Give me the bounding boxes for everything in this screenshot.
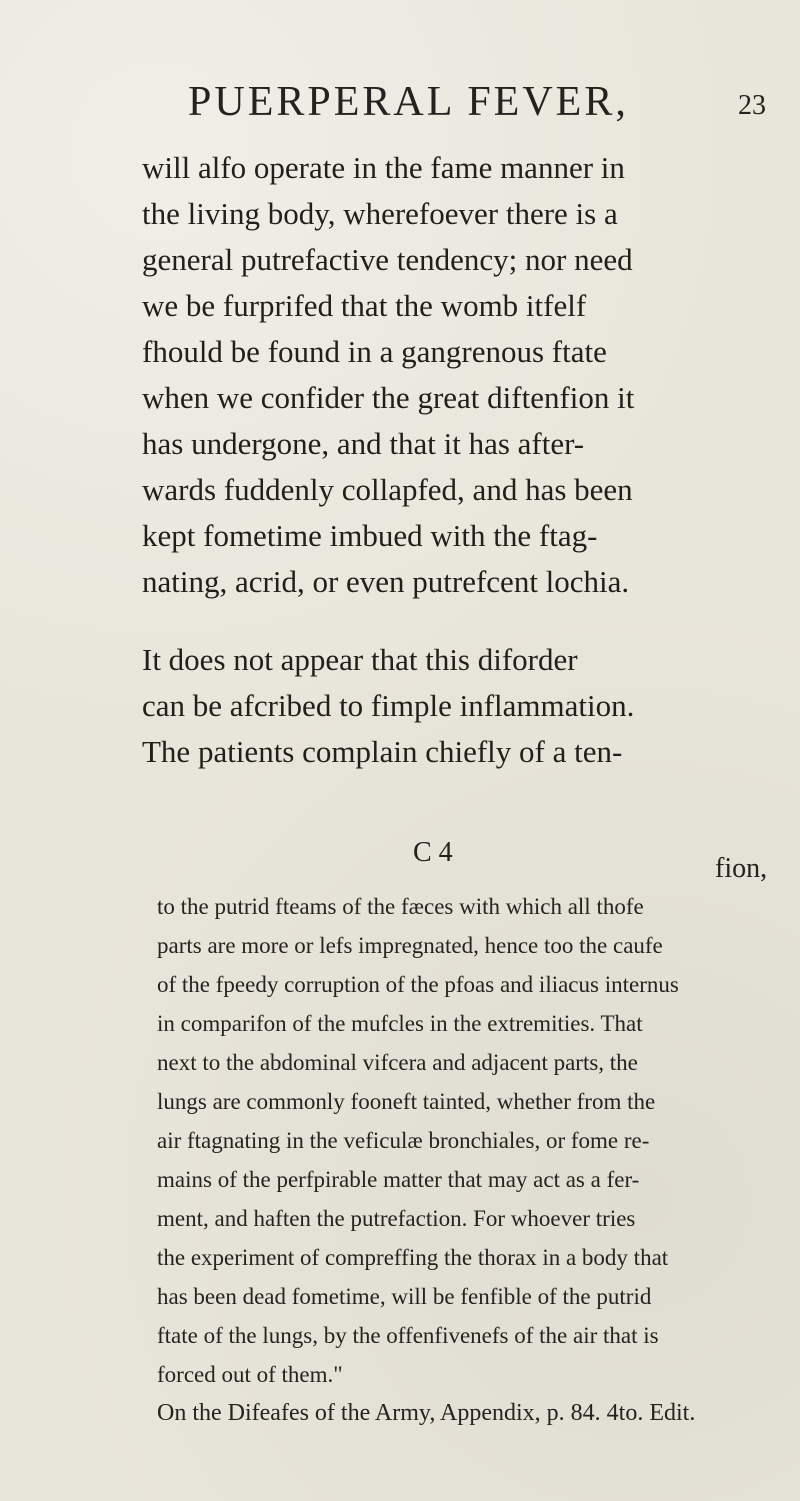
text-line: wards fuddenly collapfed, and has been xyxy=(142,472,633,507)
footnote-line: of the fpeedy corruption of the pfoas and iliacus internus xyxy=(157,972,679,997)
chapter-title: PUERPERAL FEVER, xyxy=(188,79,629,125)
footnote-line: the experiment of compreffing the thorax in a body that xyxy=(157,1245,669,1270)
footnote-line: mains of the perfpirable matter that may act as a fer- xyxy=(157,1167,640,1192)
signature-mark: C 4 xyxy=(413,837,453,868)
running-head xyxy=(0,78,800,128)
footnote-line: parts are more or lefs impregnated, hence too the caufe xyxy=(157,933,663,958)
text-line: The patients complain chiefly of a ten- xyxy=(142,734,623,769)
text-line: has undergone, and that it has after- xyxy=(142,426,585,461)
text-line: general putrefactive tendency; nor need xyxy=(142,242,633,277)
text-line: we be furprifed that the womb itfelf xyxy=(142,288,587,323)
footnote-line: ment, and haften the putrefaction. For whoever tries xyxy=(157,1206,636,1231)
text-line: when we confider the great diftenfion it xyxy=(142,380,635,415)
footnote-line: air ftagnating in the veficulæ bronchiales, or fome re- xyxy=(157,1128,650,1153)
footnote-line: has been dead fometime, will be fenfible of the putrid xyxy=(157,1284,652,1309)
footnote-line: in comparifon of the mufcles in the extremities. That xyxy=(157,1011,643,1036)
paragraph-1 xyxy=(142,145,757,605)
catchword: fion, xyxy=(715,853,768,884)
paragraph-2 xyxy=(142,637,757,775)
text-line: It does not appear that this diforder xyxy=(142,642,578,677)
text-line: fhould be found in a gangrenous ftate xyxy=(142,334,607,369)
page-number: 23 xyxy=(738,90,766,121)
footnote-line: forced out of them." xyxy=(157,1362,343,1387)
footnote-line: next to the abdominal vifcera and adjacent parts, the xyxy=(157,1050,638,1075)
footnote xyxy=(157,887,762,1433)
footnote-line: to the putrid fteams of the fæces with which all thofe xyxy=(157,894,644,919)
text-line: can be afcribed to fimple inflammation. xyxy=(142,688,635,723)
text-line: nating, acrid, or even putrefcent lochia. xyxy=(142,564,630,599)
footnote-line: lungs are commonly fooneft tainted, whether from the xyxy=(157,1089,656,1114)
footnote-line: ftate of the lungs, by the offenfivenefs of the air that is xyxy=(157,1323,659,1348)
text-line: will alfo operate in the fame manner in xyxy=(142,150,625,185)
text-line: kept fometime imbued with the ftag- xyxy=(142,518,598,553)
footnote-source-line: On the Difeafes of the Army, Appendix, p. 84. 4to. Edit. xyxy=(157,1400,696,1426)
text-line: the living body, wherefoever there is a xyxy=(142,196,618,231)
